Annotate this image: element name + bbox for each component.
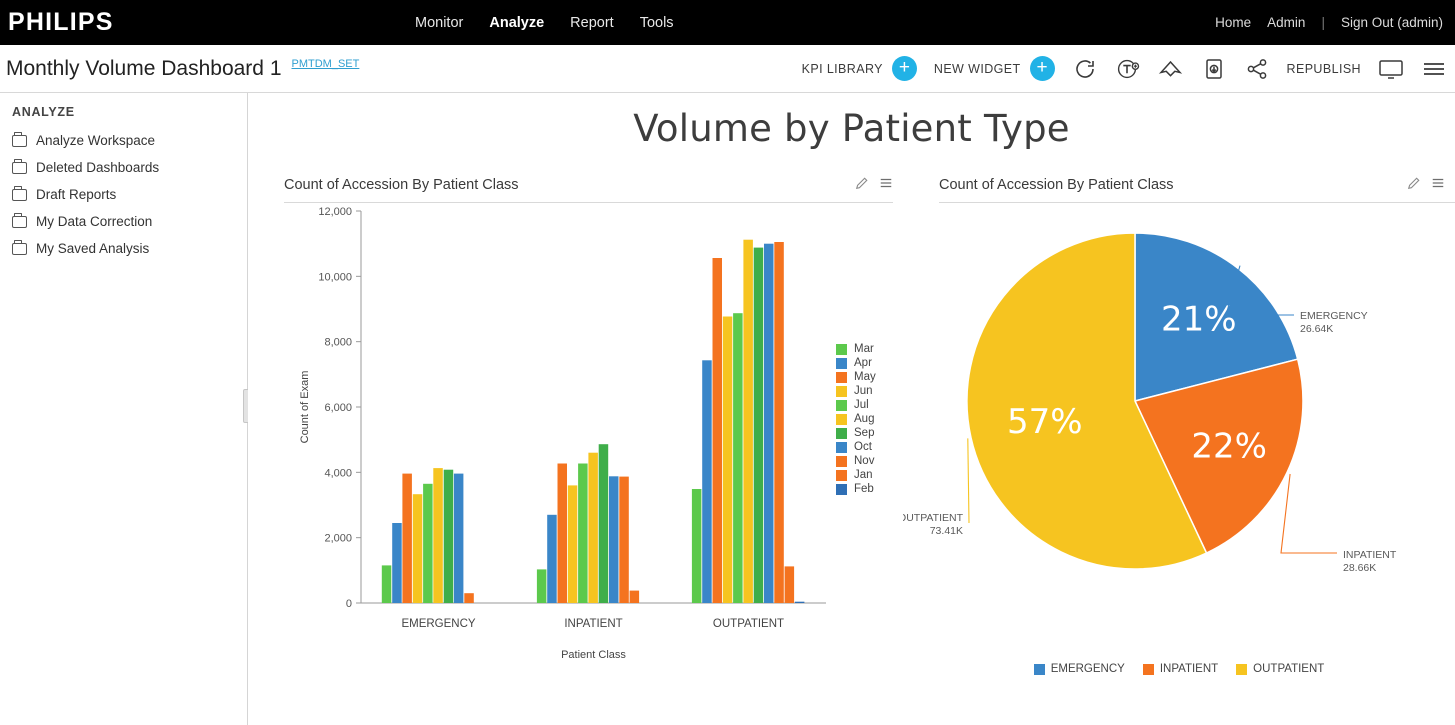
svg-text:INPATIENT: INPATIENT <box>564 618 623 630</box>
legend-item[interactable] <box>836 483 876 495</box>
legend-item[interactable] <box>836 371 876 383</box>
sidebar-item-label: My Saved Analysis <box>36 241 150 256</box>
bar-chart-svg <box>248 203 903 683</box>
menu-separator: | <box>1321 15 1325 30</box>
dashboard-content <box>248 93 1455 725</box>
widgets-container <box>248 172 1455 683</box>
legend-item[interactable] <box>836 441 876 453</box>
page-body <box>0 93 1455 725</box>
legend-item[interactable] <box>836 413 876 425</box>
legend-label: Sep <box>854 427 875 439</box>
legend-item[interactable] <box>836 455 876 467</box>
legend-label: Oct <box>854 441 872 453</box>
account-menu <box>1215 15 1443 30</box>
pie-chart <box>903 203 1455 683</box>
svg-text:28.66K: 28.66K <box>1343 562 1377 574</box>
legend-swatch <box>836 470 847 481</box>
legend-label: OUTPATIENT <box>1253 663 1325 675</box>
legend-item[interactable] <box>1143 663 1218 675</box>
refresh-icon[interactable] <box>1072 56 1098 82</box>
legend-item[interactable] <box>1034 663 1125 675</box>
dashboard-toolbar <box>0 45 1455 93</box>
annotation-icon[interactable] <box>1158 56 1184 82</box>
toolbar-actions <box>802 56 1447 82</box>
widget-tools <box>1407 176 1445 195</box>
folder-icon <box>12 162 27 174</box>
legend-label: Aug <box>854 413 875 425</box>
svg-text:57%: 57% <box>1007 402 1083 443</box>
sign-out-link[interactable]: Sign Out (admin) <box>1340 15 1443 30</box>
legend-label: Apr <box>854 357 872 369</box>
legend-swatch <box>1236 664 1247 675</box>
top-navigation-bar <box>0 0 1455 45</box>
new-widget-button[interactable] <box>934 56 1055 81</box>
menu-item-monitor[interactable]: Monitor <box>415 14 464 31</box>
legend-swatch <box>836 414 847 425</box>
pie-chart-legend <box>903 663 1455 675</box>
plus-icon[interactable]: + <box>1030 56 1055 81</box>
legend-label: EMERGENCY <box>1050 663 1125 675</box>
folder-icon <box>12 216 27 228</box>
widget-title: Count of Accession By Patient Class <box>939 177 1174 193</box>
widget-header <box>248 172 903 198</box>
svg-text:0: 0 <box>345 598 352 610</box>
presentation-icon[interactable] <box>1378 56 1404 82</box>
plus-icon[interactable]: + <box>892 56 917 81</box>
menu-item-report[interactable]: Report <box>570 14 614 31</box>
svg-text:10,000: 10,000 <box>318 271 352 284</box>
svg-text:4,000: 4,000 <box>324 467 352 480</box>
new-widget-label: NEW WIDGET <box>933 61 1021 76</box>
legend-swatch <box>836 428 847 439</box>
legend-item[interactable] <box>836 427 876 439</box>
republish-button[interactable]: REPUBLISH <box>1286 61 1361 76</box>
legend-swatch <box>836 386 847 397</box>
legend-swatch <box>1143 664 1154 675</box>
svg-text:6,000: 6,000 <box>324 402 352 414</box>
svg-text:OUTPATIENT: OUTPATIENT <box>712 618 785 630</box>
home-link[interactable]: Home <box>1215 15 1252 30</box>
legend-label: May <box>854 371 876 383</box>
sidebar-item-label: Draft Reports <box>36 187 117 202</box>
dataset-link[interactable]: PMTDM_SET <box>291 57 360 70</box>
legend-label: Jan <box>854 469 873 481</box>
sidebar-item-analyze-workspace[interactable] <box>0 127 247 154</box>
sidebar-item-my-saved-analysis[interactable] <box>0 235 247 262</box>
sidebar <box>0 93 248 725</box>
legend-label: Nov <box>854 455 875 467</box>
legend-item[interactable] <box>836 385 876 397</box>
legend-item[interactable] <box>1236 663 1324 675</box>
legend-label: Jul <box>854 399 869 411</box>
sidebar-item-label: My Data Correction <box>36 214 153 229</box>
folder-icon <box>12 243 27 255</box>
kpi-library-button[interactable] <box>802 56 917 81</box>
legend-label: INPATIENT <box>1159 663 1219 675</box>
sidebar-item-draft-reports[interactable] <box>0 181 247 208</box>
legend-label: Mar <box>854 343 874 355</box>
menu-item-analyze[interactable]: Analyze <box>489 14 545 31</box>
legend-swatch <box>836 358 847 369</box>
legend-item[interactable] <box>836 357 876 369</box>
legend-item[interactable] <box>836 343 876 355</box>
hamburger-icon[interactable] <box>1421 56 1447 82</box>
sidebar-item-deleted-dashboards[interactable] <box>0 154 247 181</box>
sidebar-item-label: Analyze Workspace <box>36 133 156 148</box>
kpi-library-label: KPI LIBRARY <box>801 61 883 76</box>
dashboard-title: Monthly Volume Dashboard 1 <box>6 56 282 80</box>
legend-swatch <box>836 484 847 495</box>
svg-text:22%: 22% <box>1191 426 1267 467</box>
export-icon[interactable] <box>1201 56 1227 82</box>
sidebar-item-label: Deleted Dashboards <box>36 160 160 175</box>
svg-text:73.41K: 73.41K <box>929 525 963 537</box>
legend-item[interactable] <box>836 399 876 411</box>
legend-swatch <box>836 372 847 383</box>
legend-label: Feb <box>854 483 874 495</box>
page-title: Volume by Patient Type <box>633 107 1070 150</box>
svg-text:OUTPATIENT: OUTPATIENT <box>903 512 963 524</box>
edit-icon[interactable] <box>1407 176 1421 195</box>
folder-icon <box>12 189 27 201</box>
philips-logo: PHILIPS <box>8 8 114 36</box>
svg-text:INPATIENT: INPATIENT <box>1343 549 1397 561</box>
bar-chart <box>248 203 903 683</box>
widget-title: Count of Accession By Patient Class <box>284 177 519 193</box>
legend-swatch <box>1034 664 1045 675</box>
main-menu <box>415 15 674 31</box>
menu-item-tools[interactable]: Tools <box>639 14 674 31</box>
svg-text:2,000: 2,000 <box>324 532 352 545</box>
text-widget-icon[interactable] <box>1115 56 1141 82</box>
sidebar-item-my-data-correction[interactable] <box>0 208 247 235</box>
svg-text:21%: 21% <box>1161 299 1237 340</box>
legend-swatch <box>836 442 847 453</box>
svg-text:EMERGENCY: EMERGENCY <box>401 618 476 630</box>
widget-header <box>903 172 1455 198</box>
legend-label: Jun <box>854 385 873 397</box>
admin-link[interactable]: Admin <box>1267 15 1306 30</box>
widget-pie-chart <box>903 172 1455 683</box>
share-icon[interactable] <box>1244 56 1270 82</box>
svg-text:EMERGENCY: EMERGENCY <box>1300 310 1368 322</box>
widget-bar-chart <box>248 172 903 683</box>
widget-tools <box>855 176 893 195</box>
widget-menu-icon[interactable] <box>1431 176 1445 195</box>
legend-swatch <box>836 456 847 467</box>
legend-swatch <box>836 344 847 355</box>
legend-item[interactable] <box>836 469 876 481</box>
legend-swatch <box>836 400 847 411</box>
svg-text:12,000: 12,000 <box>318 206 352 218</box>
sidebar-header: ANALYZE <box>12 105 75 119</box>
svg-text:8,000: 8,000 <box>324 336 352 349</box>
edit-icon[interactable] <box>855 176 869 195</box>
widget-menu-icon[interactable] <box>879 176 893 195</box>
svg-text:26.64K: 26.64K <box>1300 323 1334 335</box>
bar-chart-legend <box>836 343 876 495</box>
svg-text:Patient Class: Patient Class <box>561 649 626 661</box>
folder-icon <box>12 135 27 147</box>
pie-chart-svg <box>903 203 1455 653</box>
svg-text:Count of Exam: Count of Exam <box>299 370 311 444</box>
